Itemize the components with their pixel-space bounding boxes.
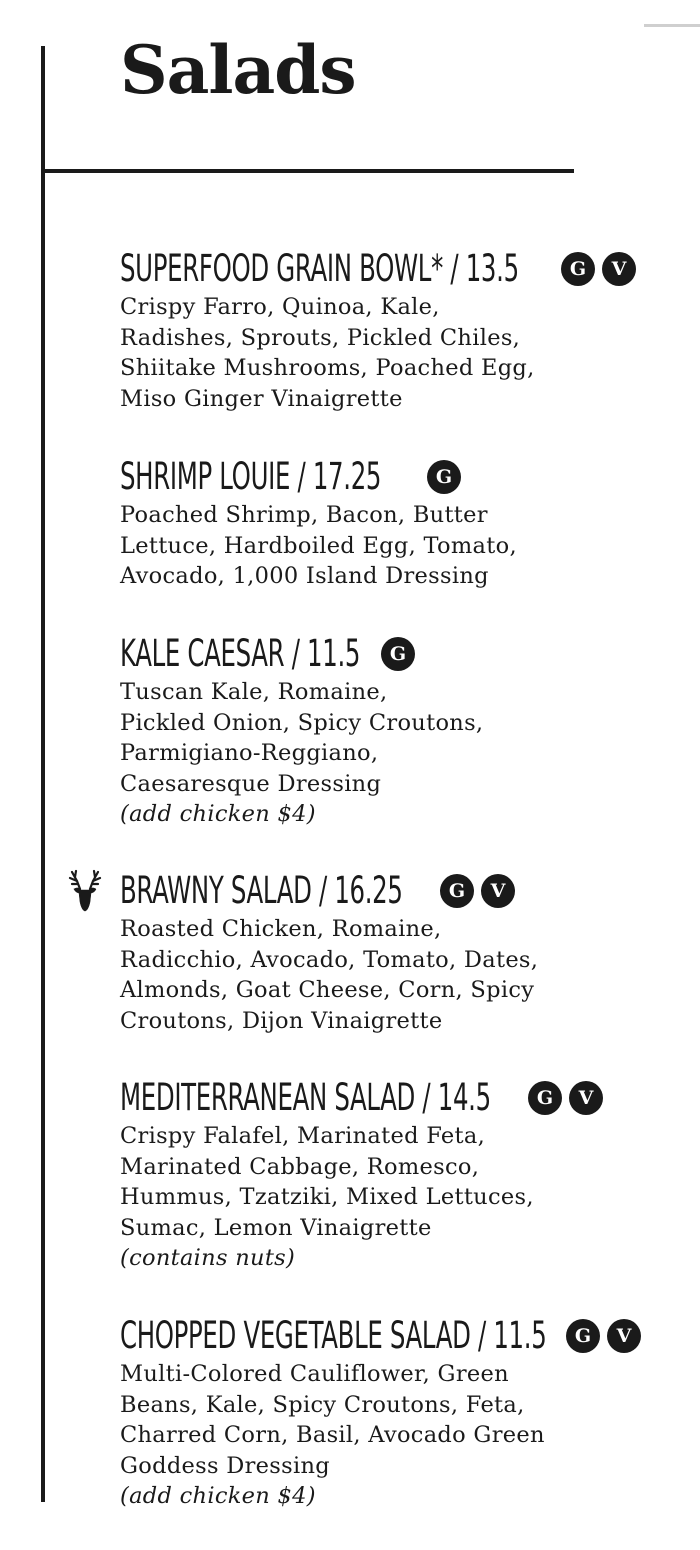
item-name-price: BRAWNY SALAD / 16.25	[120, 869, 403, 912]
menu-item-kale-caesar	[120, 633, 680, 830]
item-note: (add chicken $4)	[120, 801, 316, 827]
dietary-badges	[381, 637, 415, 671]
item-description	[120, 292, 680, 414]
gluten-free-badge-icon: G	[427, 460, 461, 494]
description-line: Poached Shrimp, Bacon, Butter	[120, 502, 488, 528]
item-description	[120, 914, 680, 1036]
item-name-price: SHRIMP LOUIE / 17.25	[120, 455, 382, 498]
dietary-badges	[427, 460, 461, 494]
description-line: Parmigiano-Reggiano,	[120, 740, 379, 766]
item-description	[120, 500, 680, 592]
gluten-free-badge-icon: G	[566, 1319, 600, 1353]
gluten-free-badge-icon: G	[381, 637, 415, 671]
item-note: (contains nuts)	[120, 1245, 296, 1271]
top-corner-rule	[644, 24, 700, 27]
description-line: Croutons, Dijon Vinaigrette	[120, 1007, 443, 1034]
gluten-free-badge-icon: G	[561, 252, 595, 286]
item-name-price: SUPERFOOD GRAIN BOWL* / 13.5	[120, 247, 519, 290]
vegetarian-badge-icon: V	[607, 1319, 641, 1353]
vegetarian-badge-icon: V	[481, 874, 515, 908]
title-underline-rule	[41, 169, 574, 173]
description-line: Radicchio, Avocado, Tomato, Dates,	[120, 946, 539, 973]
description-line: Shiitake Mushrooms, Poached Egg,	[120, 355, 535, 381]
description-line: Radishes, Sprouts, Pickled Chiles,	[120, 324, 521, 351]
dietary-badges	[528, 1081, 603, 1115]
menu-item-shrimp-louie	[120, 456, 680, 592]
item-description	[120, 677, 680, 799]
vertical-rule	[41, 46, 45, 1502]
item-name-price: MEDITERRANEAN SALAD / 14.5	[120, 1076, 491, 1119]
dietary-badges	[566, 1319, 641, 1353]
description-line: Avocado, 1,000 Island Dressing	[120, 563, 489, 589]
item-description	[120, 1121, 680, 1243]
description-line: Pickled Onion, Spicy Croutons,	[120, 709, 484, 736]
item-header	[120, 456, 680, 498]
description-line: Almonds, Goat Cheese, Corn, Spicy	[120, 977, 535, 1003]
description-line: Crispy Farro, Quinoa, Kale,	[120, 294, 440, 320]
page-title: Salads	[120, 31, 356, 109]
gluten-free-badge-icon: G	[528, 1081, 562, 1115]
description-line: Roasted Chicken, Romaine,	[120, 916, 442, 942]
description-line: Crispy Falafel, Marinated Feta,	[120, 1123, 486, 1149]
dietary-badges	[440, 874, 515, 908]
item-name-price: CHOPPED VEGETABLE SALAD / 11.5	[120, 1314, 547, 1357]
vegetarian-badge-icon: V	[569, 1081, 603, 1115]
description-line: Multi-Colored Cauliflower, Green	[120, 1361, 509, 1387]
description-line: Hummus, Tzatziki, Mixed Lettuces,	[120, 1184, 534, 1210]
gluten-free-badge-icon: G	[440, 874, 474, 908]
dietary-badges	[561, 252, 636, 286]
deer-head-icon	[67, 869, 103, 913]
item-note: (add chicken $4)	[120, 1483, 316, 1509]
description-line: Marinated Cabbage, Romesco,	[120, 1153, 480, 1180]
description-line: Sumac, Lemon Vinaigrette	[120, 1214, 432, 1241]
description-line: Tuscan Kale, Romaine,	[120, 679, 388, 705]
description-line: Caesaresque Dressing	[120, 770, 382, 797]
description-line: Miso Ginger Vinaigrette	[120, 385, 403, 412]
item-header	[120, 870, 680, 912]
description-line: Lettuce, Hardboiled Egg, Tomato,	[120, 532, 517, 559]
menu-item-mediterranean-salad	[120, 1077, 680, 1274]
description-line: Charred Corn, Basil, Avocado Green	[120, 1422, 545, 1448]
description-line: Goddess Dressing	[120, 1452, 330, 1479]
description-line: Beans, Kale, Spicy Croutons, Feta,	[120, 1391, 525, 1418]
menu-item-brawny-salad	[120, 870, 680, 1036]
menu-item-superfood-grain-bowl	[120, 248, 680, 414]
menu-item-chopped-vegetable-salad	[120, 1315, 680, 1512]
vegetarian-badge-icon: V	[602, 252, 636, 286]
item-name-price: KALE CAESAR / 11.5	[120, 632, 361, 675]
item-description	[120, 1359, 680, 1481]
